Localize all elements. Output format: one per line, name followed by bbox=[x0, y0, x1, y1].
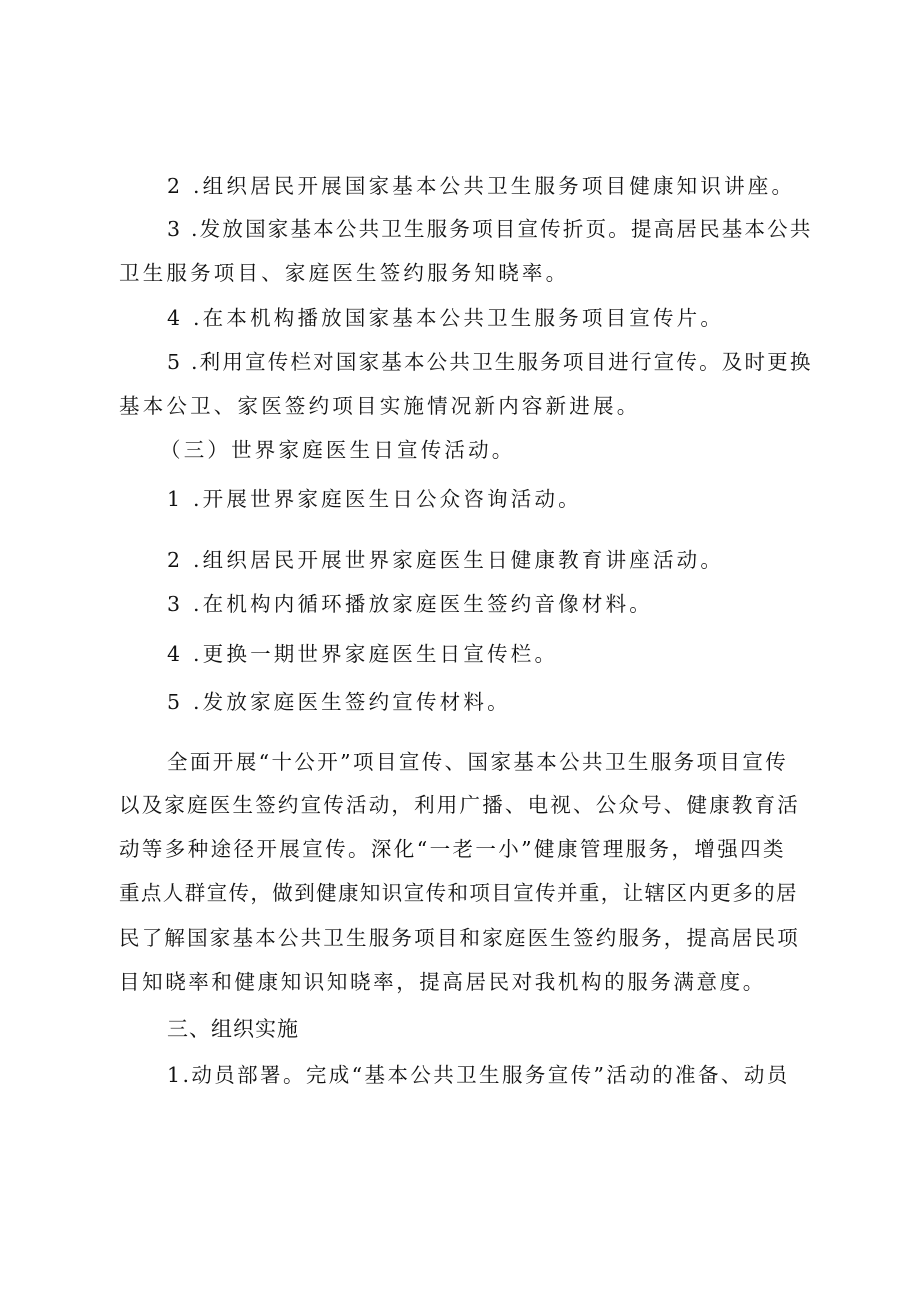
list-item-5-materials: 5 .发放家庭医生签约宣传材料。 bbox=[167, 690, 511, 714]
section-heading-organization: 三、组织实施 bbox=[167, 1017, 299, 1041]
paragraph-line-6: 目知晓率和健康知识知晓率，提高居民对我机构的服务满意度。 bbox=[119, 970, 766, 994]
paragraph-line-3: 动等多种途径开展宣传。深化“一老一小”健康管理服务，增强四类 bbox=[119, 837, 786, 861]
list-item-5-board: 5 .利用宣传栏对国家基本公共卫生服务项目进行宣传。及时更换 bbox=[167, 350, 813, 374]
list-item-3-leaflet-cont: 卫生服务项目、家庭医生签约服务知晓率。 bbox=[119, 261, 570, 285]
list-item-5-board-cont: 基本公卫、家医签约项目实施情况新内容新进展。 bbox=[119, 394, 641, 418]
paragraph-line-1: 全面开展“十公开”项目宣传、国家基本公共卫生服务项目宣传 bbox=[167, 750, 789, 774]
paragraph-line-4: 重点人群宣传，做到健康知识宣传和项目宣传并重，让辖区内更多的居 bbox=[119, 881, 798, 905]
list-item-4-video: 4 .在本机构播放国家基本公共卫生服务项目宣传片。 bbox=[167, 306, 725, 330]
list-item-1-consultation: 1 .开展世界家庭医生日公众咨询活动。 bbox=[167, 487, 582, 511]
list-item-2-lecture: 2 .组织居民开展国家基本公共卫生服务项目健康知识讲座。 bbox=[167, 174, 796, 198]
section-heading-world-family-doctor-day: （三）世界家庭医生日宣传活动。 bbox=[160, 438, 516, 462]
list-item-3-leaflet: 3 .发放国家基本公共卫生服务项目宣传折页。提高居民基本公共 bbox=[167, 217, 813, 241]
list-item-1-mobilization: 1.动员部署。完成“基本公共卫生服务宣传”活动的准备、动员 bbox=[167, 1063, 790, 1087]
list-item-2-education: 2 .组织居民开展世界家庭医生日健康教育讲座活动。 bbox=[167, 548, 725, 572]
paragraph-line-5: 民了解国家基本公共卫生服务项目和家庭医生签约服务，提高居民项 bbox=[119, 926, 800, 950]
list-item-3-audio-video: 3 .在机构内循环播放家庭医生签约音像材料。 bbox=[167, 592, 653, 616]
paragraph-line-2: 以及家庭医生签约宣传活动，利用广播、电视、公众号、健康教育活 bbox=[119, 793, 800, 817]
list-item-4-board: 4 .更换一期世界家庭医生日宣传栏。 bbox=[167, 642, 559, 666]
